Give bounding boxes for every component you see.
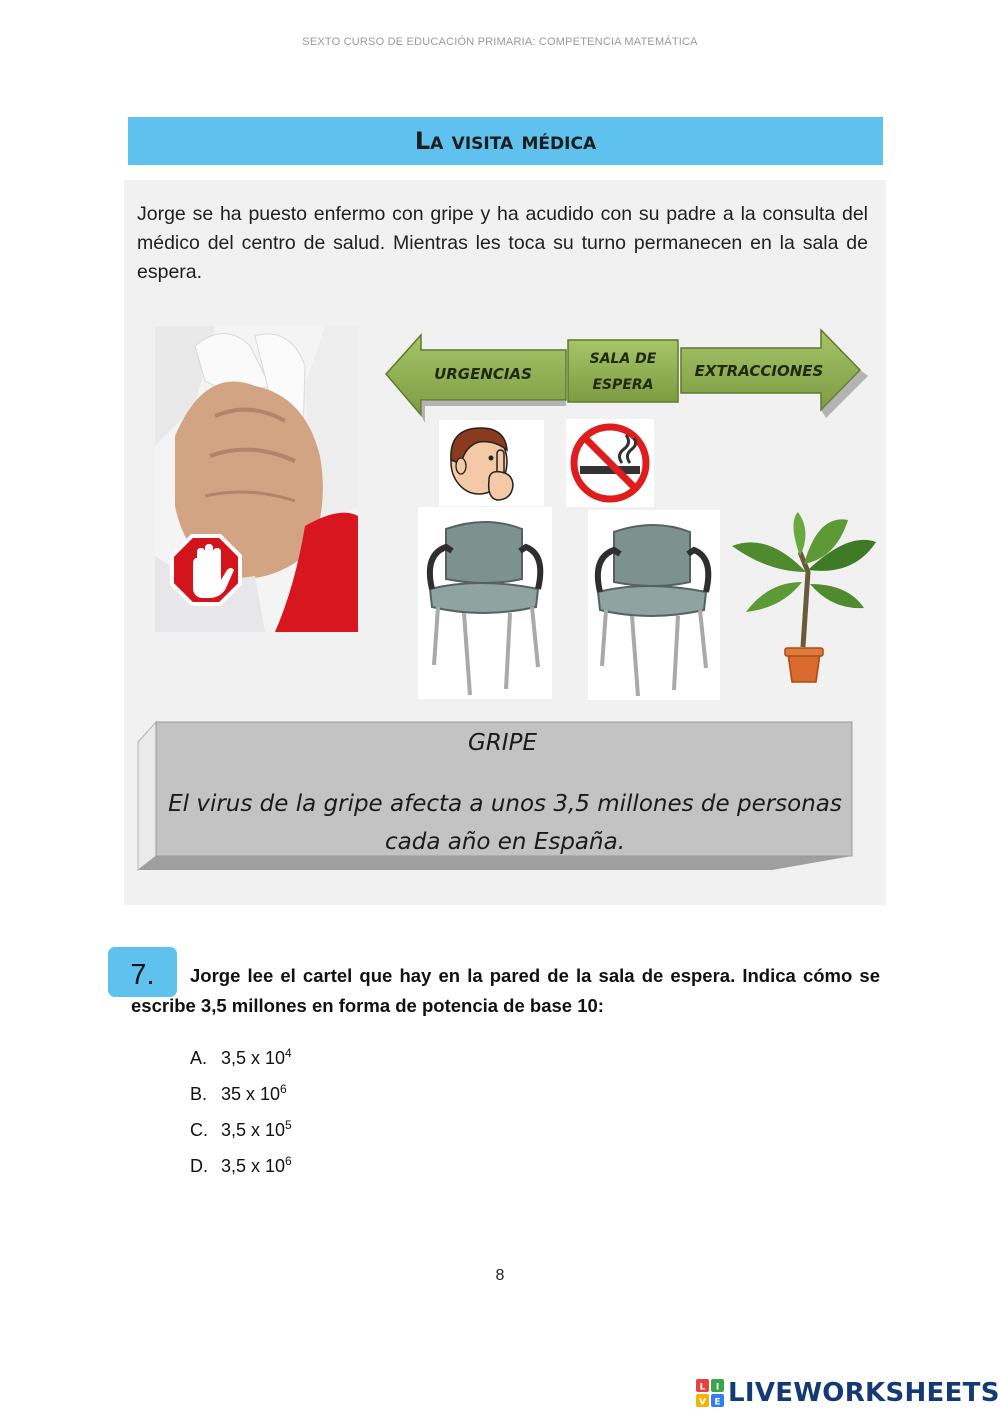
liveworksheets-logo <box>696 1376 1000 1410</box>
intro-paragraph: Jorge se ha puesto enfermo con gripe y ha acudido con su padre a la consulta del médico del centro de salud. Mientras les toca su turno permanecen en la sala de espera. <box>137 203 868 283</box>
waiting-chair-2 <box>588 510 720 700</box>
page-title: La visita médica <box>414 127 597 155</box>
option-a[interactable] <box>190 1038 292 1074</box>
poster-text: El virus de la gripe afecta a unos 3,5 millones de personas cada año en España. <box>168 791 842 855</box>
option-exponent: 6 <box>285 1154 292 1168</box>
silence-pictogram <box>439 420 544 506</box>
option-letter: D. <box>190 1156 208 1176</box>
option-base: 3,5 x 10 <box>221 1156 286 1176</box>
option-letter: A. <box>190 1048 208 1068</box>
no-smoking-icon <box>566 419 654 507</box>
option-base: 3,5 x 10 <box>221 1048 286 1068</box>
sneeze-photo <box>155 326 358 632</box>
page-number: 8 <box>495 1267 505 1284</box>
svg-text:E: E <box>714 1397 721 1407</box>
option-base: 3,5 x 10 <box>221 1120 286 1140</box>
svg-text:V: V <box>699 1397 706 1407</box>
direction-signs <box>378 318 873 433</box>
sign-urgencias: URGENCIAS <box>434 365 532 383</box>
option-base: 35 x 10 <box>221 1084 281 1104</box>
waiting-chair-1 <box>418 507 552 699</box>
potted-plant <box>728 512 878 688</box>
poster-title: GRIPE <box>468 730 537 756</box>
page-header: SEXTO CURSO DE EDUCACIÓN PRIMARIA: COMPETENCIA MATEMÁTICA <box>302 36 698 48</box>
option-c[interactable] <box>190 1110 292 1146</box>
svg-text:I: I <box>715 1382 720 1393</box>
sign-sala-line1: SALA DE <box>589 351 657 367</box>
liveworksheets-wordmark: LIVEWORKSHEETS <box>728 1378 1000 1408</box>
option-exponent: 4 <box>285 1046 292 1060</box>
liveworksheets-logo-icon <box>696 1379 724 1407</box>
option-letter: C. <box>190 1120 208 1140</box>
svg-text:L: L <box>699 1382 706 1393</box>
title-bar <box>128 117 883 165</box>
option-exponent: 6 <box>280 1082 287 1096</box>
sign-extracciones: EXTRACCIONES <box>694 362 824 380</box>
option-exponent: 5 <box>285 1118 292 1132</box>
question-number: 7. <box>130 959 155 991</box>
option-letter: B. <box>190 1084 208 1104</box>
option-b[interactable] <box>190 1074 292 1110</box>
answer-options <box>190 1038 292 1182</box>
sign-sala-line2: ESPERA <box>592 377 654 393</box>
question-text: Jorge lee el cartel que hay en la pared de la sala de espera. Indica cómo se escribe 3,5 millones en forma de potencia de base 10: <box>131 965 880 1016</box>
option-d[interactable] <box>190 1146 292 1182</box>
